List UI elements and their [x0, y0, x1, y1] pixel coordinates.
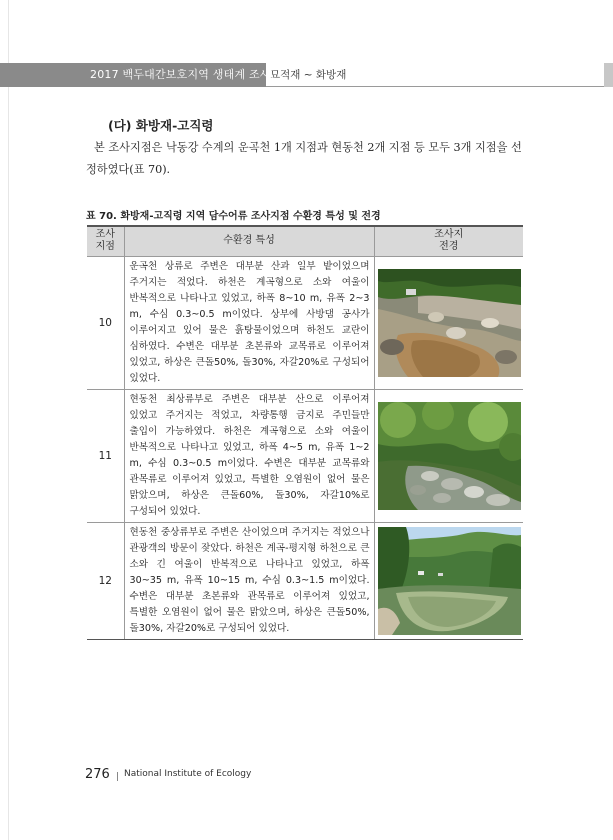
table-row [87, 522, 523, 639]
site-description: 운곡천 상류로 주변은 대부분 산과 일부 밭이었으며 주거지는 적었다. 하천은 계곡형으로 소와 여울이 반복적으로 나타나고 있었고, 하폭 8~10 m, 유폭 2~3 m, 수심 0.3~0.5 m이었다. 상부에 사방댐 공사가 이루어지고 있어 물은 흙탕물이었으며 하천도 교란이 심하였다. 수변은 대부분 초본류와 교목류로 이루어져 있었고, 하상은 큰돌50%, 돌30%, 자갈20%로 구성되어 있었다. [124, 256, 374, 389]
table-row [87, 256, 523, 389]
header-site [87, 226, 124, 256]
header-photo-label: 조사지 전경 [434, 229, 464, 253]
site-photo-forest-stream [378, 402, 521, 510]
page-edge [8, 0, 9, 840]
table-caption: 표 70. 화방재-고직령 지역 담수어류 조사지점 수환경 특성 및 전경 [86, 211, 381, 222]
header-rule [266, 86, 613, 87]
site-photo-cell [374, 522, 523, 639]
header-environment-label: 수환경 특성 [223, 235, 275, 247]
page-number: 276 [85, 767, 110, 782]
site-number: 10 [87, 256, 124, 389]
body-paragraph: 본 조사지점은 낙동강 수계의 운곡천 1개 지점과 현동천 2개 지점 등 모두 3개 지점을 선정하였다(표 70). [86, 141, 522, 176]
running-header-title: 2017 백두대간보호지역 생태계 조사 [90, 68, 271, 81]
header-photo [374, 226, 523, 256]
header-tab-marker [604, 63, 613, 87]
header-site-label: 조사 지점 [95, 229, 115, 253]
section-heading: (다) 화방재-고직령 [108, 118, 214, 133]
table-row [87, 389, 523, 522]
site-description: 현동천 중상류부로 주변은 산이었으며 주거지는 적었으나 관광객의 방문이 잦았다. 하천은 계곡-평지형 하천으로 큰 소와 긴 여울이 반복적으로 나타나고 있었고, 하폭 30~35 m, 유폭 10~15 m, 수심 0.3~1.5 m이었다. 수변은 대부분 초본류와 관목류로 이루어져 있었고, 특별한 오염원이 없어 물은 맑았으며, 하상은 큰돌50%, 돌30%, 자갈20%로 구성되어 있었다. [124, 522, 374, 639]
survey-site-table [87, 225, 523, 640]
site-photo-cell [374, 389, 523, 522]
site-number: 12 [87, 522, 124, 639]
running-header-subtitle: 묘적재 ~ 화방재 [270, 69, 347, 81]
header-environment [124, 226, 374, 256]
footer-separator [117, 772, 118, 781]
site-photo-cell [374, 256, 523, 389]
site-number: 11 [87, 389, 124, 522]
site-photo-wide-river [378, 527, 521, 635]
table-header-row [87, 226, 523, 256]
site-description: 현동천 최상류부로 주변은 대부분 산으로 이루어져 있었고 주거지는 적었고, 차량통행 금지로 주민들만 출입이 가능하였다. 하천은 계곡형으로 소와 여울이 반복적으로 나타나고 있었고, 하폭 4~5 m, 유폭 1~2 m, 수심 0.3~0.5 m이었다. 수변은 대부분 교목류와 관목류로 이루어져 있었고, 특별한 오염원이 없어 물은 맑았으며, 하상은 큰돌60%, 돌30%, 자갈10%로 구성되어 있었다. [124, 389, 374, 522]
site-photo-stream-construction [378, 269, 521, 377]
footer-organization: National Institute of Ecology [124, 769, 252, 779]
